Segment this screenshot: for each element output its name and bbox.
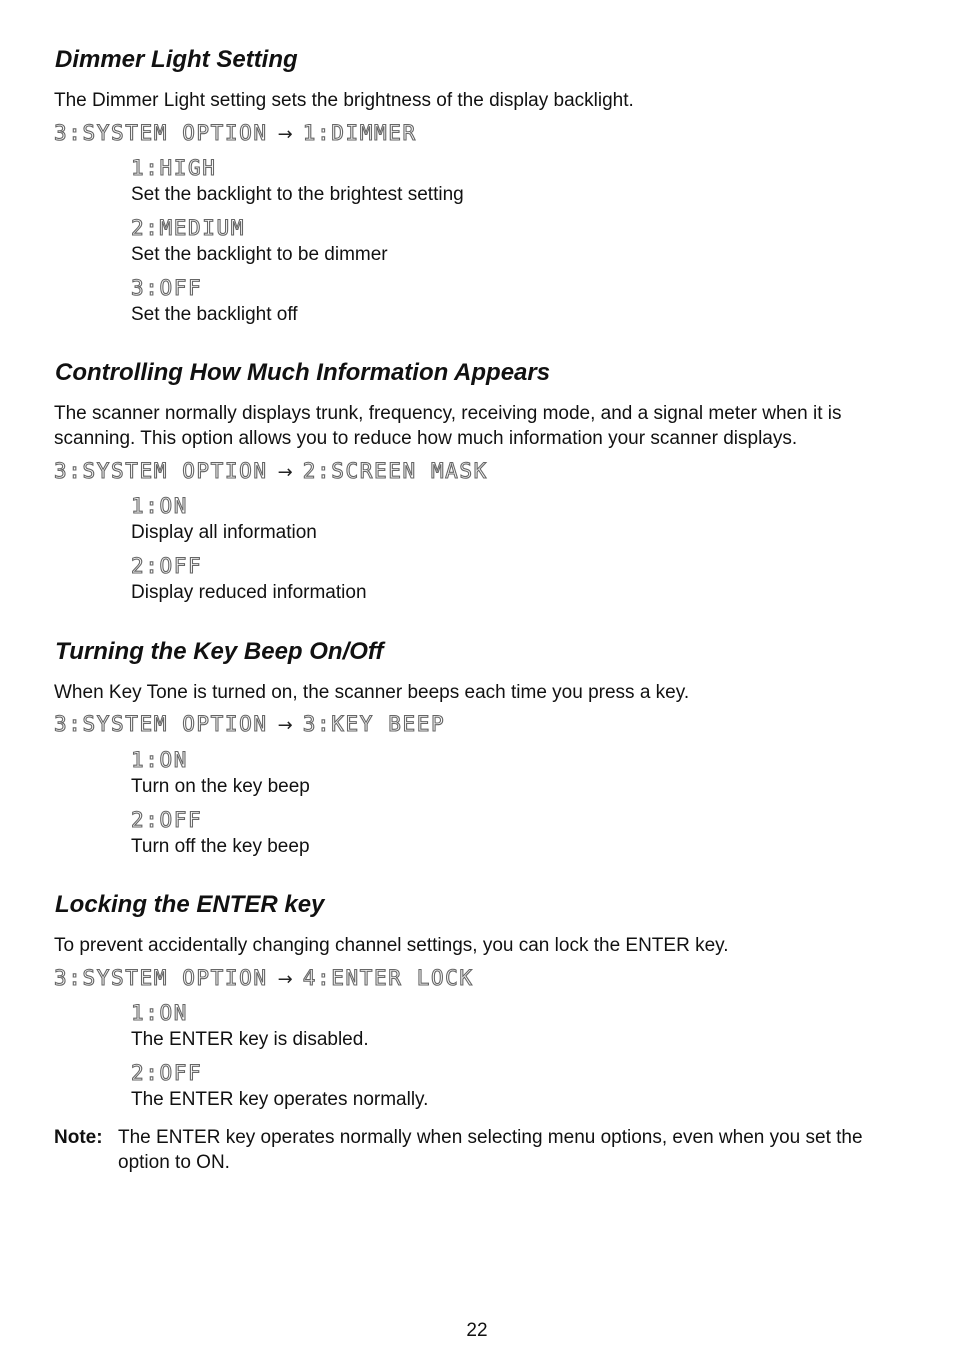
option-code: 2:OFF	[131, 1061, 203, 1085]
menu-path-target: 2:SCREEN MASK	[302, 459, 488, 483]
menu-path-root: 3:SYSTEM OPTION	[54, 712, 268, 736]
section-heading-screen-mask: Controlling How Much Information Appears	[55, 359, 551, 386]
menu-path-dimmer	[54, 120, 417, 148]
menu-path-root: 3:SYSTEM OPTION	[54, 459, 268, 483]
arrow-right-icon: →	[277, 969, 293, 990]
menu-path-root: 3:SYSTEM OPTION	[54, 121, 268, 145]
section-paragraph-screen-mask: The scanner normally displays trunk, frequency, receiving mode, and a signal meter when it is scanning. This option allows you to reduce how much information your scanner displays.	[54, 403, 842, 449]
option-description: The ENTER key is disabled.	[131, 1029, 369, 1050]
note-text: The ENTER key operates normally when selecting menu options, even when you set the option to ON.	[118, 1127, 863, 1173]
menu-path-target: 4:ENTER LOCK	[302, 966, 474, 990]
option-code: 1:ON	[131, 1001, 188, 1025]
option-description: Turn off the key beep	[131, 836, 310, 857]
menu-path-screen-mask	[54, 458, 488, 486]
section-heading-enter-lock: Locking the ENTER key	[55, 891, 325, 918]
menu-path-key-beep	[54, 711, 445, 739]
option-description: Set the backlight to the brightest setting	[131, 184, 464, 205]
option-code: 2:MEDIUM	[131, 216, 245, 240]
option-code: 2:OFF	[131, 554, 203, 578]
option-code: 1:ON	[131, 748, 188, 772]
option-code: 1:HIGH	[131, 156, 217, 180]
option-description: The ENTER key operates normally.	[131, 1089, 429, 1110]
section-paragraph-key-beep: When Key Tone is turned on, the scanner beeps each time you press a key.	[54, 682, 690, 703]
note-label: Note:	[54, 1127, 103, 1148]
option-description: Display reduced information	[131, 582, 367, 603]
page-number: 22	[466, 1320, 488, 1341]
section-heading-key-beep: Turning the Key Beep On/Off	[55, 638, 384, 665]
option-description: Display all information	[131, 522, 317, 543]
option-description: Turn on the key beep	[131, 776, 310, 797]
section-paragraph-dimmer: The Dimmer Light setting sets the brightness of the display backlight.	[54, 90, 634, 111]
menu-path-target: 3:KEY BEEP	[302, 712, 446, 736]
option-code: 2:OFF	[131, 808, 203, 832]
option-description: Set the backlight off	[131, 304, 298, 325]
menu-path-enter-lock	[54, 965, 474, 993]
option-code: 3:OFF	[131, 276, 203, 300]
menu-path-root: 3:SYSTEM OPTION	[54, 966, 268, 990]
option-code: 1:ON	[131, 494, 188, 518]
arrow-right-icon: →	[277, 715, 293, 736]
section-heading-dimmer: Dimmer Light Setting	[55, 46, 298, 73]
arrow-right-icon: →	[277, 462, 293, 483]
arrow-right-icon: →	[277, 124, 293, 145]
menu-path-target: 1:DIMMER	[302, 121, 417, 145]
option-description: Set the backlight to be dimmer	[131, 244, 388, 265]
section-paragraph-enter-lock: To prevent accidentally changing channel settings, you can lock the ENTER key.	[54, 935, 729, 956]
